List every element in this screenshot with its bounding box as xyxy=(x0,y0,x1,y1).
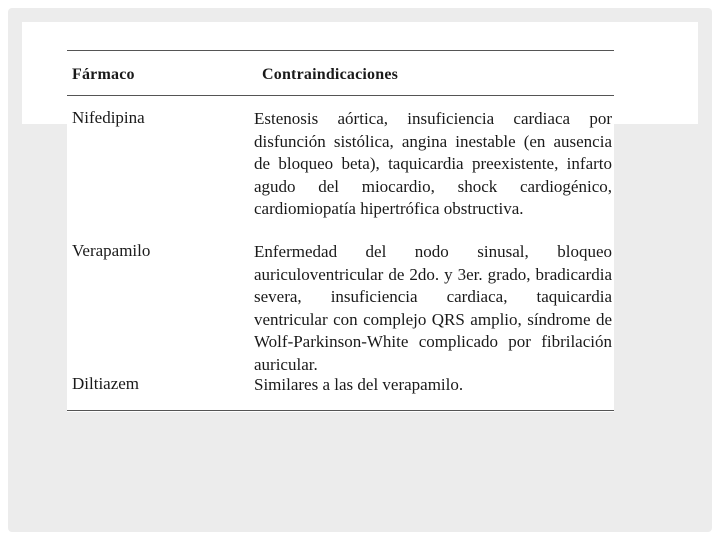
header-contraindications: Contraindicaciones xyxy=(262,66,399,83)
row-contraindications-diltiazem: Similares a las del verapamilo. xyxy=(254,375,464,394)
row-contraindications-nifedipina: Estenosis aórtica, insuficiencia cardiaca por disfunción sistólica, angina inestable (en ausencia de bloqueo beta), taquicardia preexistente, infarto agudo del miocardio, shock cardiogénico, cardiomiopatía hipertrófica obstructiva. xyxy=(254,109,612,218)
row-contraindications-verapamilo: Enfermedad del nodo sinusal, bloqueo auriculoventricular de 2do. y 3er. grado, bradicardia severa, insuficiencia cardiaca, taquicardia ventricular con complejo QRS amplio, síndrome de Wolf-Parkinson-White complicado por fibrilación auricular. xyxy=(254,242,612,374)
table-bottom-rule xyxy=(67,410,614,411)
row-drug-nifedipina: Nifedipina xyxy=(72,108,145,127)
header-drug: Fármaco xyxy=(72,66,135,83)
row-drug-diltiazem: Diltiazem xyxy=(72,374,140,393)
table-top-rule xyxy=(67,50,614,51)
row-drug-verapamilo: Verapamilo xyxy=(72,241,151,260)
table-header-rule xyxy=(67,95,614,96)
contraindications-table xyxy=(67,44,614,412)
